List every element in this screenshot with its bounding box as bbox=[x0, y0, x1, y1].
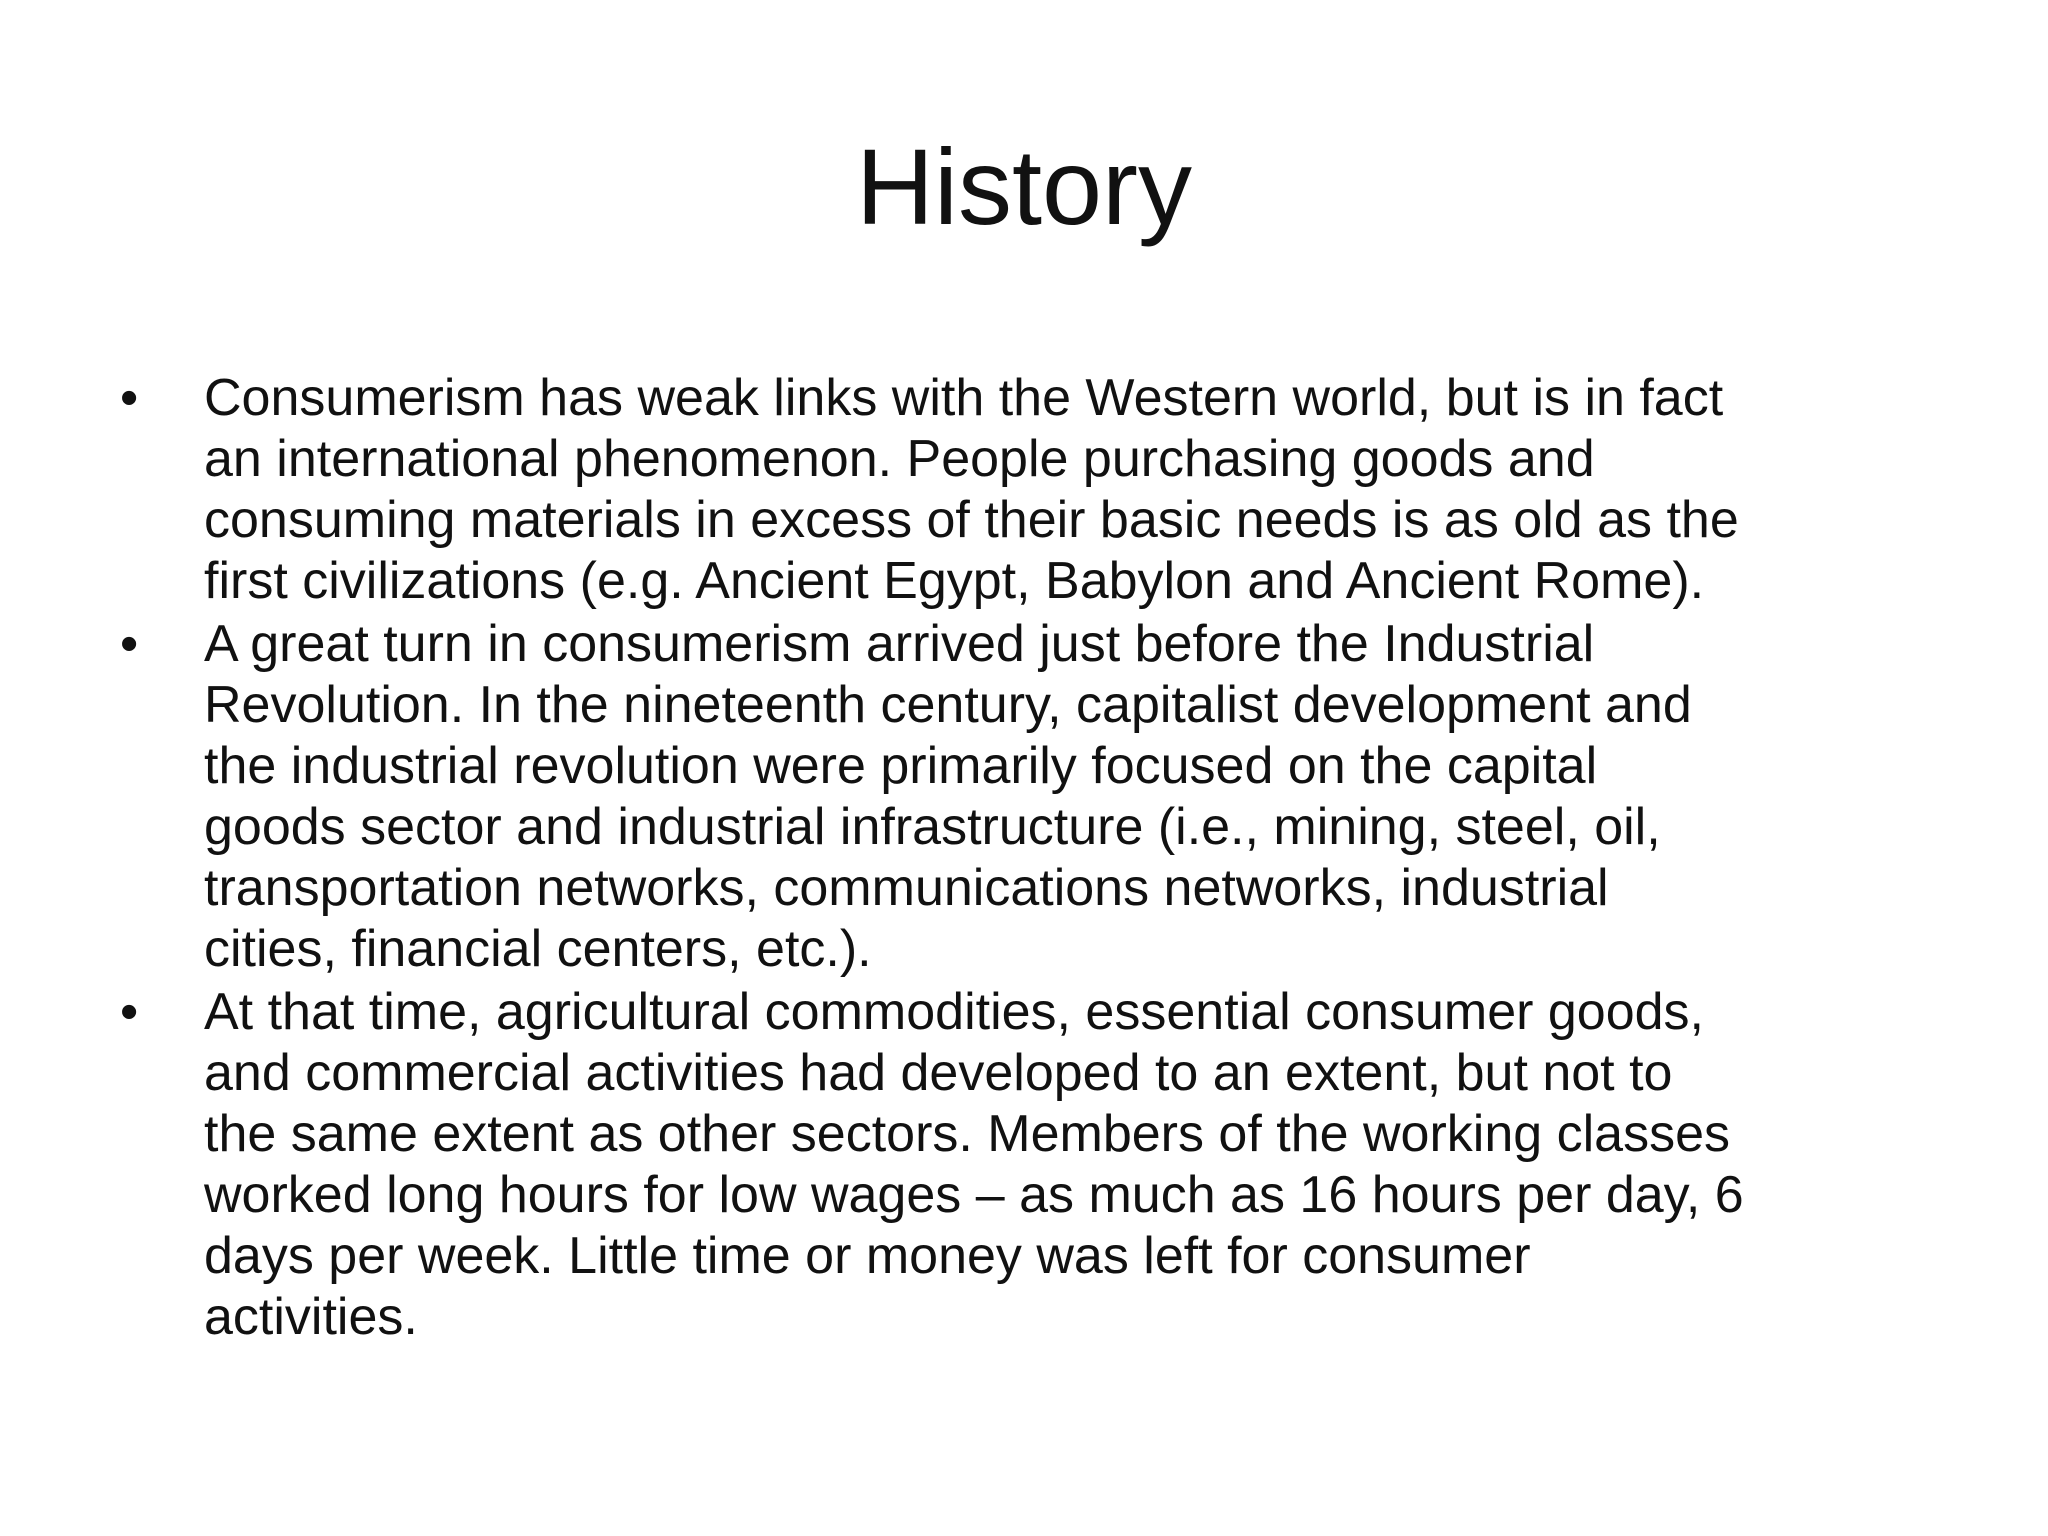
bullet-line: Consumerism has weak links with the Western world, but is in fact bbox=[204, 369, 1724, 427]
bullet-line: the same extent as other sectors. Members of the working classes bbox=[204, 1105, 1731, 1163]
bullet-line: days per week. Little time or money was left for consumer bbox=[204, 1227, 1531, 1285]
bullet-line: Revolution. In the nineteenth century, capitalist development and bbox=[204, 676, 1692, 734]
bullet-item-2 bbox=[120, 614, 1920, 980]
bullet-line: first civilizations (e.g. Ancient Egypt, Babylon and Ancient Rome). bbox=[204, 552, 1705, 610]
bullet-line: activities. bbox=[204, 1288, 418, 1346]
bullet-line: the industrial revolution were primarily focused on the capital bbox=[204, 737, 1598, 795]
bullet-line: At that time, agricultural commodities, essential consumer goods, bbox=[204, 983, 1705, 1041]
bullet-item-1 bbox=[120, 368, 1920, 612]
bullet-list bbox=[120, 368, 1920, 1350]
bullet-line: an international phenomenon. People purchasing goods and bbox=[204, 430, 1595, 488]
bullet-text bbox=[204, 982, 1920, 1348]
bullet-text bbox=[204, 368, 1920, 612]
bullet-line: goods sector and industrial infrastructure (i.e., mining, steel, oil, bbox=[204, 798, 1661, 856]
bullet-line: A great turn in consumerism arrived just before the Industrial bbox=[204, 615, 1595, 673]
bullet-item-3 bbox=[120, 982, 1920, 1348]
bullet-dot-icon: • bbox=[120, 369, 139, 427]
bullet-text bbox=[204, 614, 1920, 980]
bullet-line: transportation networks, communications networks, industrial bbox=[204, 859, 1609, 917]
bullet-dot-icon: • bbox=[120, 983, 139, 1041]
bullet-line: and commercial activities had developed to an extent, but not to bbox=[204, 1044, 1673, 1102]
slide-title: History bbox=[855, 126, 1193, 247]
bullet-dot-icon: • bbox=[120, 615, 139, 673]
bullet-line: consuming materials in excess of their basic needs is as old as the bbox=[204, 491, 1739, 549]
bullet-line: worked long hours for low wages – as much as 16 hours per day, 6 bbox=[204, 1166, 1744, 1224]
bullet-line: cities, financial centers, etc.). bbox=[204, 920, 872, 978]
